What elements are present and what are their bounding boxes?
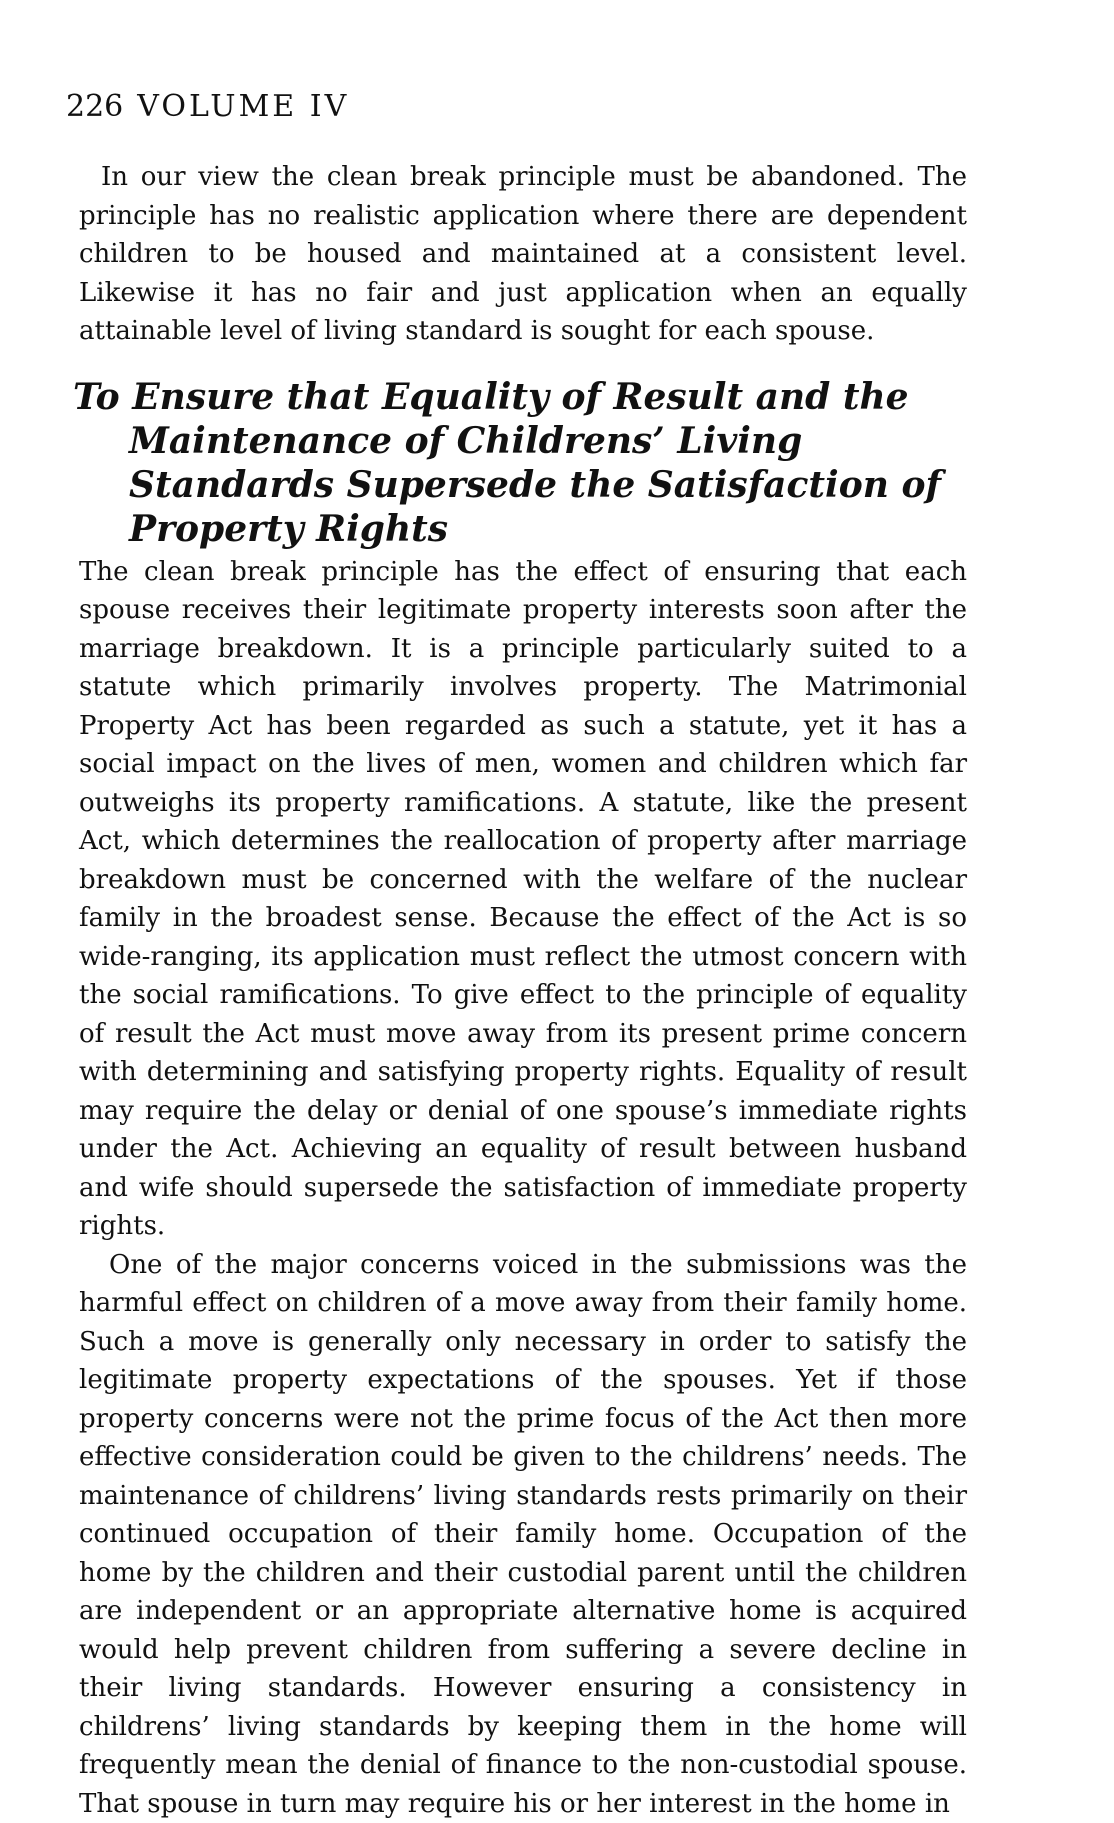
page-body: [79, 158, 967, 1823]
paragraph-equality-of-result: The clean break principle has the effect of ensuring that each spouse receives their legitimate property interests soon after the marriage breakdown. It is a principle particularly suited to a statute which primarily involves property. The Matrimonial Property Act has been regarded as such a statute, yet it has a social impact on the lives of men, women and children which far outweighs its property ramifications. A statute, like the present Act, which determines the reallocation of property after marriage breakdown must be concerned with the welfare of the nuclear family in the broadest sense. Because the effect of the Act is so wide-ranging, its application must reflect the utmost concern with the social ramifications. To give effect to the principle of equality of result the Act must move away from its present prime concern with determining and satisfying property rights. Equality of result may require the delay or denial of one spouse’s immediate rights under the Act. Achieving an equality of result between husband and wife should supersede the satisfaction of immediate property rights.: [79, 553, 967, 1246]
volume-label: VOLUME IV: [137, 89, 349, 124]
running-head: [66, 92, 349, 122]
paragraph-clean-break: In our view the clean break principle must be abandoned. The principle has no realistic application where there are dependent children to be housed and maintained at a consistent level. Likewise it has no fair and just application when an equally attainable level of living standard is sought for each spouse.: [79, 158, 967, 351]
page-number: 226: [66, 89, 123, 124]
paragraph-children-concerns: One of the major concerns voiced in the submissions was the harmful effect on children of a move away from their family home. Such a move is generally only necessary in order to satisfy the legitimate property expectations of the spouses. Yet if those property concerns were not the prime focus of the Act then more effective consideration could be given to the childrens’ needs. The maintenance of childrens’ living standards rests primarily on their continued occupation of their family home. Occupation of the home by the children and their custodial parent until the children are independent or an appropriate alternative home is acquired would help prevent children from suffering a severe decline in their living standards. However ensuring a consistency in childrens’ living standards by keeping them in the home will frequently mean the denial of finance to the non-custodial spouse. That spouse in turn may require his or her interest in the home in: [79, 1246, 967, 1823]
section-heading: To Ensure that Equality of Result and the Maintenance of Childrens’ Living Standards Supersede the Satisfaction of Property Rights: [73, 375, 967, 551]
